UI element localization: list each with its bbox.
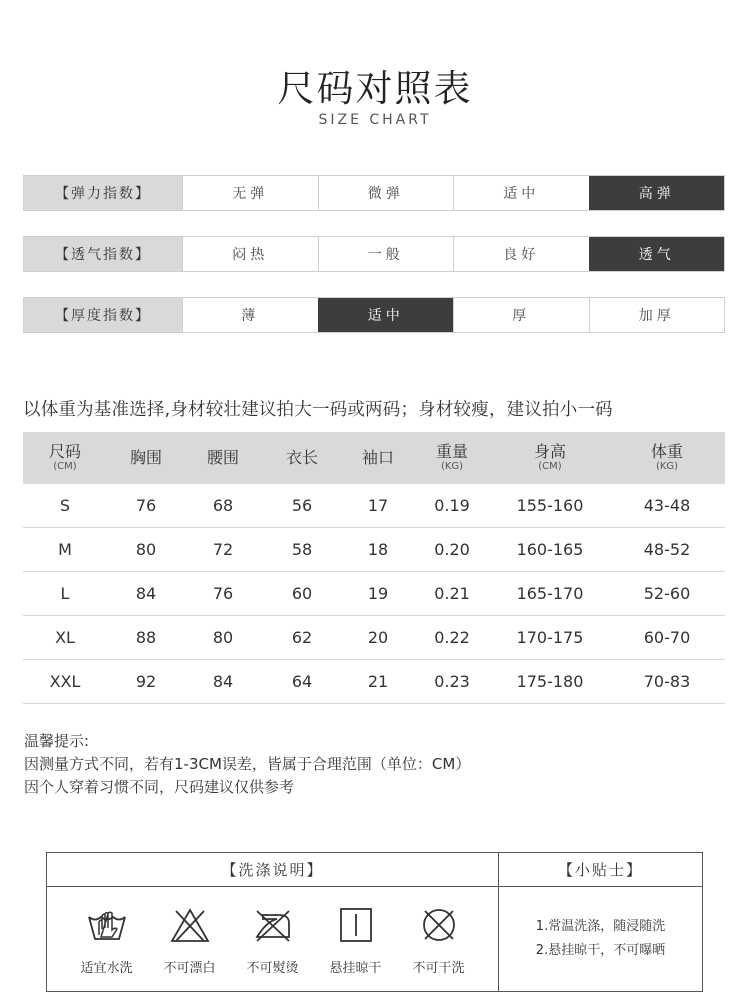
column-header-name: 胸围 [129, 448, 162, 467]
index-label: 【弹力指数】 [24, 176, 182, 210]
index-label: 【厚度指数】 [24, 298, 182, 332]
care-item-no-bleach [148, 887, 231, 991]
column-header-name: 重量 [435, 442, 468, 461]
table-row [23, 484, 725, 528]
index-option: 加厚 [589, 298, 725, 332]
table-cell: 18 [367, 540, 389, 559]
table-cell: 175-180 [516, 672, 584, 691]
index-option-selected: 高弹 [589, 176, 725, 210]
size-table [23, 432, 725, 704]
care-item-hang-dry [314, 887, 397, 991]
index-option-selected: 透气 [589, 237, 725, 271]
table-cell: 58 [291, 540, 313, 559]
table-cell: 64 [291, 672, 313, 691]
column-header-unit: (CM) [538, 461, 562, 472]
column-header-unit: (KG) [655, 461, 679, 472]
table-cell: 60-70 [643, 628, 691, 647]
table-cell: 76 [212, 584, 234, 603]
size-table-header [23, 432, 725, 484]
page-title: 尺码对照表 [277, 67, 473, 110]
table-cell: 80 [212, 628, 234, 647]
table-cell: 43-48 [643, 496, 691, 515]
index-option: 厚 [453, 298, 589, 332]
table-row [23, 528, 725, 572]
column-header [491, 432, 609, 484]
index-option: 薄 [182, 298, 318, 332]
index-option: 无弹 [182, 176, 318, 210]
hang-dry-icon [334, 905, 378, 945]
table-cell: 170-175 [516, 628, 584, 647]
table-cell: 155-160 [516, 496, 584, 515]
table-cell: 0.22 [434, 628, 470, 647]
column-header-name: 腰围 [206, 448, 239, 467]
index-option: 良好 [453, 237, 589, 271]
care-item-no-iron [231, 887, 314, 991]
table-cell: 20 [367, 628, 389, 647]
column-header-name: 袖口 [361, 448, 394, 467]
no-bleach-icon [168, 905, 212, 945]
size-table-body [23, 484, 725, 704]
size-advice-note: 以体重为基准选择,身材较壮建议拍大一码或两码；身材较瘦，建议拍小一码 [23, 400, 613, 420]
no-iron-icon [251, 905, 295, 945]
tips-section [24, 730, 470, 799]
column-header [107, 432, 185, 484]
index-option: 适中 [453, 176, 589, 210]
index-option: 微弹 [318, 176, 454, 210]
table-cell: 48-52 [643, 540, 691, 559]
column-header [413, 432, 491, 484]
no-dry-clean-icon [417, 905, 461, 945]
wash-instructions [47, 853, 499, 991]
tips-line: 因测量方式不同，若有1-3CM误差，皆属于合理范围（单位：CM） [24, 755, 471, 773]
small-tips-list [499, 887, 702, 991]
table-cell: 62 [291, 628, 313, 647]
care-label: 适宜水洗 [80, 961, 133, 976]
table-cell: 84 [135, 584, 157, 603]
table-cell: 19 [367, 584, 389, 603]
care-item-no-dry-clean [397, 887, 480, 991]
index-row [23, 175, 725, 211]
column-header [261, 432, 343, 484]
care-label: 悬挂晾干 [329, 961, 382, 976]
table-cell: 72 [212, 540, 234, 559]
table-cell: XL [55, 628, 75, 647]
page-subtitle: SIZE CHART [318, 112, 432, 128]
table-cell: 165-170 [516, 584, 584, 603]
tips-title: 温馨提示: [24, 732, 90, 750]
table-cell: 21 [367, 672, 389, 691]
small-tips-title: 【小贴士】 [499, 853, 702, 887]
wash-title: 【洗涤说明】 [47, 853, 498, 887]
table-cell: XXL [49, 672, 81, 691]
table-cell: 60 [291, 584, 313, 603]
column-header [185, 432, 261, 484]
care-label: 不可熨烫 [246, 961, 299, 976]
index-option-selected: 适中 [318, 298, 454, 332]
column-header [23, 432, 107, 484]
table-row [23, 660, 725, 704]
table-cell: 76 [135, 496, 157, 515]
table-cell: 17 [367, 496, 389, 515]
table-cell: 52-60 [643, 584, 691, 603]
care-item-hand-wash [65, 887, 148, 991]
table-cell: 92 [135, 672, 157, 691]
column-header-name: 身高 [533, 442, 566, 461]
care-box [46, 852, 703, 992]
table-cell: 56 [291, 496, 313, 515]
care-icons [47, 887, 498, 991]
hand-wash-icon [85, 905, 129, 945]
column-header-name: 衣长 [285, 448, 318, 467]
index-row [23, 297, 725, 333]
small-tip: 1.常温洗涤，随浸随洗 [535, 919, 666, 934]
table-cell: 0.21 [434, 584, 470, 603]
index-option: 闷热 [182, 237, 318, 271]
index-option: 一般 [318, 237, 454, 271]
care-label: 不可漂白 [163, 961, 216, 976]
care-label: 不可干洗 [412, 961, 465, 976]
table-cell: 0.19 [434, 496, 470, 515]
table-cell: 68 [212, 496, 234, 515]
column-header-name: 尺码 [48, 442, 81, 461]
table-row [23, 616, 725, 660]
table-cell: 88 [135, 628, 157, 647]
table-cell: 0.20 [434, 540, 470, 559]
table-row [23, 572, 725, 616]
table-cell: 160-165 [516, 540, 584, 559]
column-header-unit: (CM) [53, 461, 77, 472]
table-cell: L [60, 584, 70, 603]
column-header-unit: (KG) [440, 461, 464, 472]
table-cell: 0.23 [434, 672, 470, 691]
tips-line: 因个人穿着习惯不同，尺码建议仅供参考 [24, 778, 295, 796]
index-row [23, 236, 725, 272]
small-tips [499, 853, 702, 991]
column-header [609, 432, 725, 484]
index-label: 【透气指数】 [24, 237, 182, 271]
table-cell: 80 [135, 540, 157, 559]
column-header-name: 体重 [650, 442, 683, 461]
table-cell: 70-83 [643, 672, 691, 691]
small-tip: 2.悬挂晾干，不可曝晒 [535, 943, 666, 958]
column-header [343, 432, 413, 484]
table-cell: S [59, 496, 71, 515]
table-cell: 84 [212, 672, 234, 691]
table-cell: M [58, 540, 72, 559]
